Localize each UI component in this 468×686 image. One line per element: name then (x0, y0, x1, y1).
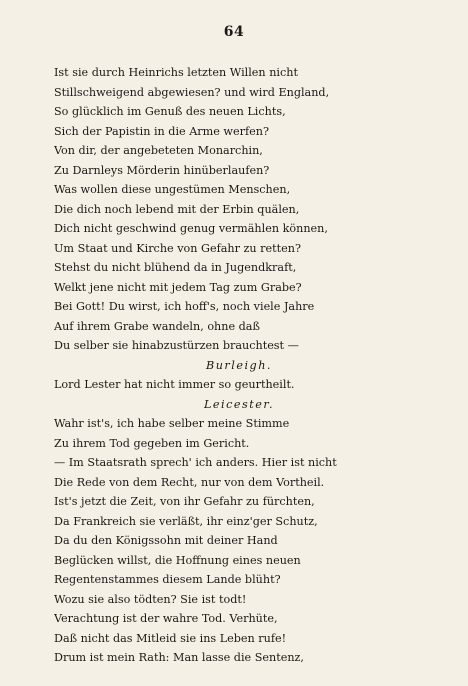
verse-line: Da Frankreich sie verläßt, ihr einz'ger Schutz, (54, 514, 318, 528)
verse-line: Zu ihrem Tod gegeben im Gericht. (54, 436, 250, 450)
verse-line: Von dir, der angebeteten Monarchin, (54, 144, 263, 157)
verse-line: So glücklich im Genuß des neuen Lichts, (54, 105, 286, 118)
verse-line: Um Staat und Kirche von Gefahr zu retten? (54, 241, 301, 255)
verse-line: Bei Gott! Du wirst, ich hoff's, noch viele Jahre (54, 300, 315, 313)
verse-line: Zu Darnleys Mörderin hinüberlaufen? (54, 163, 270, 177)
verse-line: Lord Lester hat nicht immer so geurtheilt. (54, 378, 295, 391)
verse-line: Sich der Papistin in die Arme werfen? (54, 124, 269, 138)
verse-line: — Im Staatsrath sprech' ich anders. Hier ist nicht (54, 456, 337, 469)
verse-line: Was wollen diese ungestümen Menschen, (54, 183, 291, 196)
verse-line: Stehst du nicht blühend da in Jugendkraft, (54, 261, 297, 274)
speaker-name: Leicester. (203, 397, 275, 411)
verse-line: Ist's jetzt die Zeit, von ihr Gefahr zu fürchten, (54, 495, 315, 508)
verse-line: Drum ist mein Rath: Man lasse die Sentenz, (54, 651, 304, 664)
verse-line: Ist sie durch Heinrichs letzten Willen nicht (54, 66, 298, 79)
verse-line: Wozu sie also tödten? Sie ist todt! (54, 592, 247, 606)
verse-line: Daß nicht das Mitleid sie ins Leben rufe! (54, 631, 287, 645)
verse-line: Die Rede von dem Recht, nur von dem Vortheil. (54, 475, 325, 489)
verse-line: Welkt jene nicht mit jedem Tag zum Grabe? (54, 280, 302, 294)
verse-line: Da du den Königssohn mit deiner Hand (54, 534, 278, 547)
verse-line: Du selber sie hinabzustürzen brauchtest — (54, 339, 299, 352)
verse-line: Beglücken willst, die Hoffnung eines neuen (54, 553, 301, 567)
verse-line: Dich nicht geschwind genug vermählen können, (54, 222, 328, 235)
verse-line: Stillschweigend abgewiesen? und wird England, (54, 85, 330, 99)
speaker-name: Burleigh. (206, 358, 272, 372)
verse-line: Die dich noch lebend mit der Erbin quälen, (54, 202, 300, 216)
verse-line: Verachtung ist der wahre Tod. Verhüte, (54, 612, 278, 625)
page-number: 64 (223, 24, 245, 40)
verse-line: Auf ihrem Grabe wandeln, ohne daß (54, 319, 260, 333)
verse-line: Wahr ist's, ich habe selber meine Stimme (54, 417, 290, 430)
verse-text-block (54, 63, 424, 668)
verse-line: Regentenstammes diesem Lande blüht? (54, 573, 281, 586)
